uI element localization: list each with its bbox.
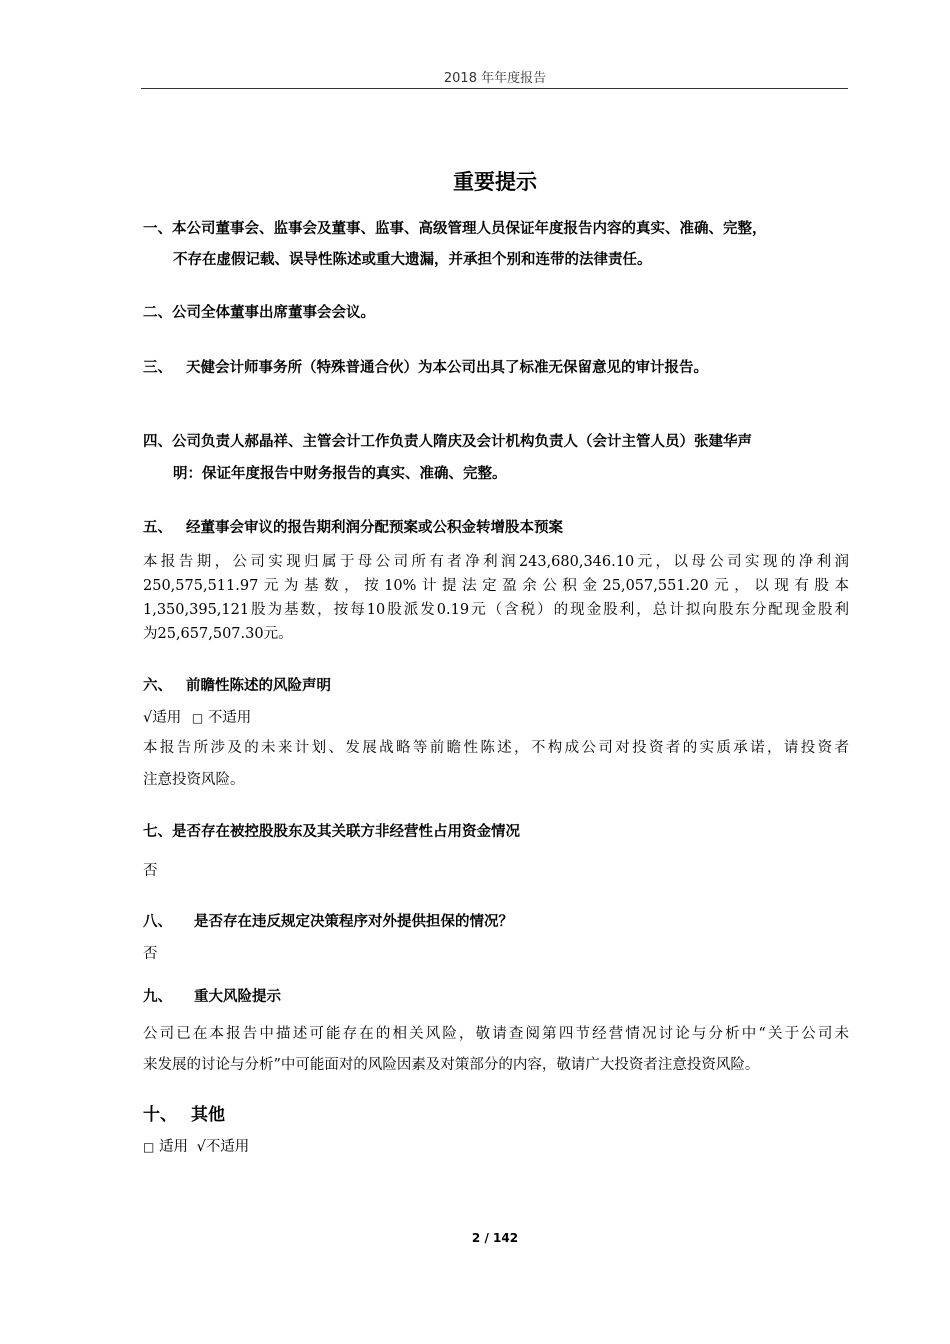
page-title: 重要提示 — [453, 170, 537, 194]
section-1-line-1: 本公司董事会、监事会及董事、监事、高级管理人员保证年度报告内容的真实、准确、完整， — [172, 221, 767, 237]
applicable-label: 适用 — [158, 1139, 188, 1155]
section-2 — [143, 303, 375, 323]
section-6-applicability — [143, 708, 251, 728]
section-4-line-1: 公司负责人郝晶祥、主管会计工作负责人隋庆及会计机构负责人（会计主管人员）张建华声 — [172, 434, 752, 450]
section-8-heading — [143, 912, 513, 932]
section-5-title: 经董事会审议的报告期利润分配预案或公积金转增股本预案 — [186, 520, 563, 536]
section-4 — [143, 432, 752, 452]
not-applicable-label: 不适用 — [207, 710, 252, 726]
section-10-heading — [143, 1100, 225, 1125]
section-3-number: 三、 — [143, 360, 172, 376]
section-7-answer: 否 — [143, 863, 158, 879]
section-5-number: 五、 — [143, 520, 172, 536]
not-applicable-label: 不适用 — [205, 1139, 250, 1155]
section-1 — [143, 219, 767, 239]
section-4-number: 四、 — [143, 434, 172, 450]
section-1-number: 一、 — [143, 221, 172, 237]
checkbox-empty-icon: □ — [191, 711, 204, 725]
section-10-title: 其他 — [191, 1105, 225, 1125]
check-mark-icon: √ — [196, 1139, 206, 1155]
applicable-label: 适用 — [152, 710, 182, 726]
section-9-body-line-2: 来发展的讨论与分析”中可能面对的风险因素及对策部分的内容，敬请广大投资者注意投资风险。 — [143, 1057, 760, 1073]
section-10-number: 十、 — [143, 1105, 177, 1125]
section-2-text: 公司全体董事出席董事会会议。 — [172, 305, 375, 321]
section-5-heading — [143, 518, 563, 538]
section-7-number: 七、 — [143, 824, 172, 840]
section-2-number: 二、 — [143, 305, 172, 321]
section-3 — [143, 358, 708, 378]
section-9-title: 重大风险提示 — [194, 989, 281, 1005]
section-5-body-line-1: 本报告期，公司实现归属于母公司所有者净利润243,680,346.10元，以母公司实现的净利润 — [143, 554, 849, 570]
section-8-title: 是否存在违反规定决策程序对外提供担保的情况？ — [194, 914, 513, 930]
section-7-title: 是否存在被控股股东及其关联方非经营性占用资金情况 — [172, 824, 520, 840]
section-6-body-line-1: 本报告所涉及的未来计划、发展战略等前瞻性陈述，不构成公司对投资者的实质承诺，请投资者 — [143, 740, 849, 756]
section-7-heading — [143, 822, 520, 842]
section-6-heading — [143, 676, 331, 696]
section-8-number: 八、 — [143, 914, 172, 930]
section-5-body-line-2: 250,575,511.97元为基数，按10%计提法定盈余公积金25,057,551.20元，以现有股本 — [143, 578, 849, 594]
section-10-applicability — [143, 1137, 249, 1157]
section-5-body-line-4: 为25,657,507.30元。 — [143, 626, 293, 642]
section-6-title: 前瞻性陈述的风险声明 — [186, 678, 331, 694]
section-9-number: 九、 — [143, 989, 172, 1005]
page-number: 2 / 142 — [471, 1231, 519, 1245]
header-divider — [141, 88, 848, 89]
section-1-line-2: 不存在虚假记载、误导性陈述或重大遗漏，并承担个别和连带的法律责任。 — [173, 252, 652, 268]
running-header: 2018 年年度报告 — [443, 71, 547, 86]
section-4-line-2: 明：保证年度报告中财务报告的真实、准确、完整。 — [173, 466, 507, 482]
section-5-body-line-3: 1,350,395,121股为基数，按每10股派发0.19元（含税）的现金股利，总计拟向股东分配现金股利 — [143, 602, 849, 618]
section-3-text: 天健会计师事务所（特殊普通合伙）为本公司出具了标准无保留意见的审计报告。 — [186, 360, 708, 376]
checkbox-empty-icon: □ — [143, 1140, 155, 1154]
section-9-heading — [143, 987, 281, 1007]
check-mark-icon: √ — [143, 710, 153, 726]
section-9-body-line-1: 公司已在本报告中描述可能存在的相关风险，敬请查阅第四节经营情况讨论与分析中“关于公司未 — [143, 1026, 849, 1042]
section-6-body-line-2: 注意投资风险。 — [143, 772, 245, 788]
section-6-number: 六、 — [143, 678, 172, 694]
section-8-answer: 否 — [143, 946, 158, 962]
